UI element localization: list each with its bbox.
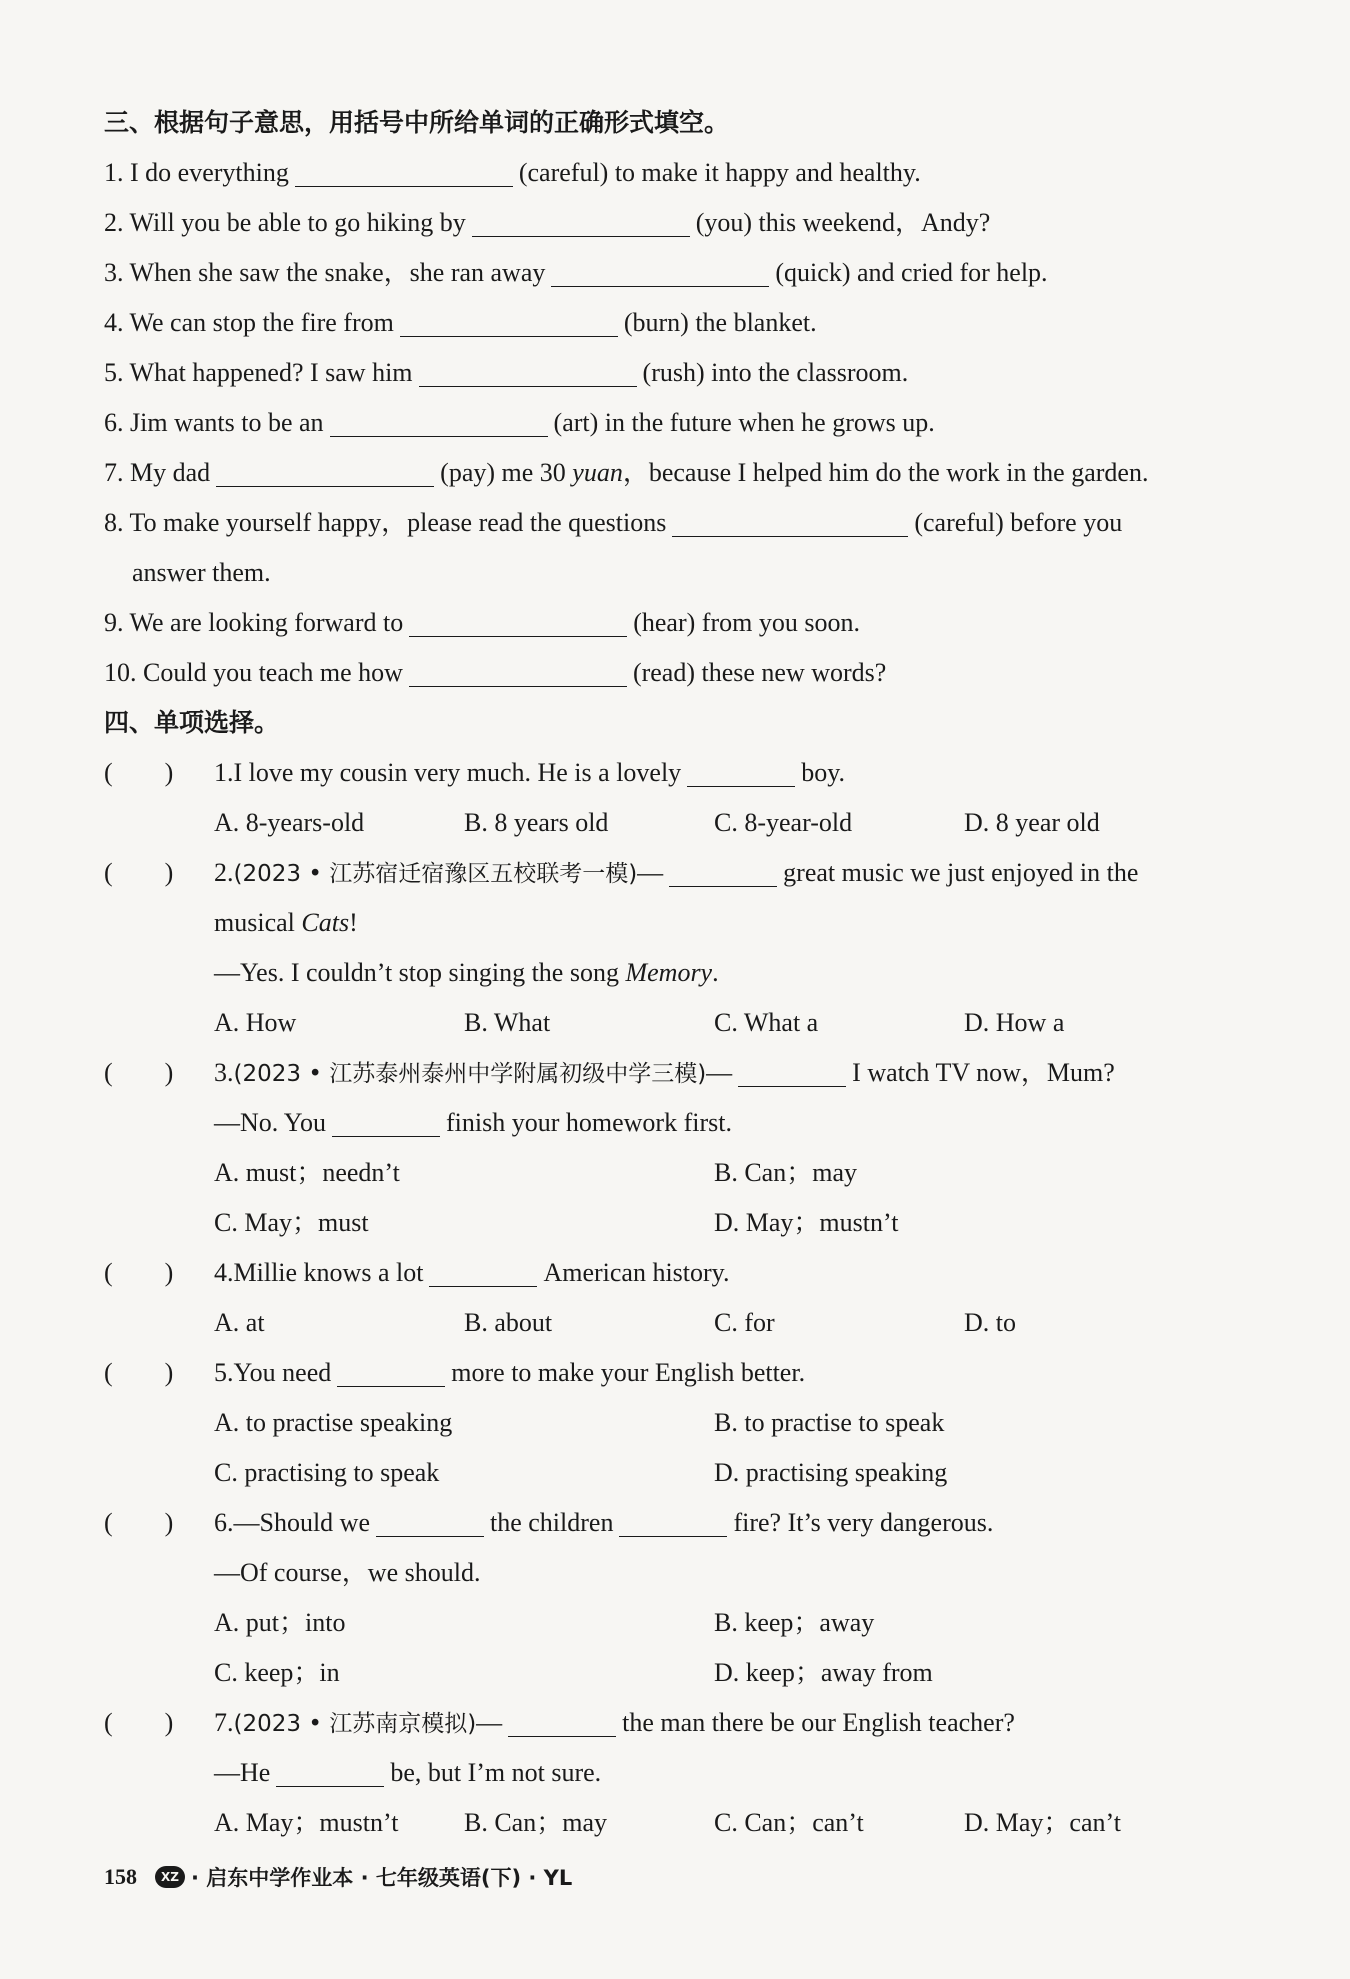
choice-question-5 xyxy=(104,1348,1264,1398)
answer-blank xyxy=(738,1056,846,1087)
option-b: B. Can；may xyxy=(714,1158,857,1187)
section-4-heading: 四、单项选择。 xyxy=(104,708,280,737)
option-c: C. Can；can’t xyxy=(714,1808,864,1837)
option-a: A. 8-years-old xyxy=(214,808,365,837)
option-a: A. May；mustn’t xyxy=(214,1808,399,1837)
answer-blank[interactable] xyxy=(672,506,908,537)
option-d: D. to xyxy=(964,1308,1016,1337)
option-a: A. put；into xyxy=(214,1608,346,1637)
item-hint: (quick) and cried for help. xyxy=(775,258,1048,287)
question-text xyxy=(214,1048,1264,1098)
item-hint: (hear) from you soon. xyxy=(633,608,860,637)
dialogue-dash: — xyxy=(637,858,664,887)
question-text xyxy=(214,848,1264,898)
question-source: (2023 • 江苏泰州泰州中学附属初级中学三模) xyxy=(233,1061,707,1087)
answer-blank xyxy=(376,1506,484,1537)
dialogue-dash: — xyxy=(476,1708,503,1737)
choice-question-1 xyxy=(104,748,1264,798)
item-text: 3. When she saw the snake，she ran away xyxy=(104,258,546,287)
answer-blank xyxy=(276,1756,384,1787)
answer-bracket[interactable]: ( ) xyxy=(104,1508,174,1537)
option-a: A. to practise speaking xyxy=(214,1408,453,1437)
item-text: 8. To make yourself happy，please read the questions xyxy=(104,508,667,537)
question-text xyxy=(214,1348,1264,1398)
option-c: C. for xyxy=(714,1308,775,1337)
option-c: C. May；must xyxy=(214,1208,369,1237)
item-hint: (burn) the blanket. xyxy=(623,308,817,337)
question-stem: —Yes. I couldn’t stop singing the song xyxy=(214,958,626,987)
question-source: (2023 • 江苏宿迁宿豫区五校联考一模) xyxy=(233,861,638,887)
question-number: 2. xyxy=(214,858,234,887)
fill-item-9 xyxy=(104,598,1264,648)
options-q5-row-2 xyxy=(104,1448,1264,1498)
options-q6-row-1 xyxy=(104,1598,1264,1648)
question-stem: —He xyxy=(214,1758,271,1787)
option-d: D. How a xyxy=(964,1008,1065,1037)
option-b: B. keep；away xyxy=(714,1608,875,1637)
answer-bracket[interactable]: ( ) xyxy=(104,758,174,787)
fill-item-6 xyxy=(104,398,1264,448)
question-source: (2023 • 江苏南京模拟) xyxy=(233,1711,477,1737)
fill-item-3 xyxy=(104,248,1264,298)
question-number: 7. xyxy=(214,1708,234,1737)
item-text: 10. Could you teach me how xyxy=(104,658,403,687)
question-number: 5. xyxy=(214,1358,234,1387)
answer-blank xyxy=(669,856,777,887)
option-a: A. at xyxy=(214,1308,265,1337)
question-stem: I watch TV now，Mum? xyxy=(852,1058,1115,1087)
item-text: 9. We are looking forward to xyxy=(104,608,404,637)
question-stem: boy. xyxy=(801,758,845,787)
question-stem: You need xyxy=(233,1358,332,1387)
answer-blank[interactable] xyxy=(551,256,769,287)
question-text xyxy=(214,1698,1264,1748)
question-stem: . xyxy=(712,958,719,987)
question-text xyxy=(214,1498,1264,1548)
option-a: A. must；needn’t xyxy=(214,1158,400,1187)
question-number: 4. xyxy=(214,1258,234,1287)
question-stem: —No. You xyxy=(214,1108,326,1137)
answer-blank xyxy=(619,1506,727,1537)
question-number: 6. xyxy=(214,1508,234,1537)
option-b: B. Can；may xyxy=(464,1808,607,1837)
musical-title: Cats xyxy=(301,908,350,937)
answer-blank xyxy=(429,1256,537,1287)
section-3-heading: 三、根据句子意思，用括号中所给单词的正确形式填空。 xyxy=(104,108,730,137)
options-q6-row-2 xyxy=(104,1648,1264,1698)
options-q1 xyxy=(104,798,1264,848)
page-content xyxy=(104,98,1264,1848)
question-stem: Millie knows a lot xyxy=(233,1258,424,1287)
book-title: · 启东中学作业本 · 七年级英语(下) · YL xyxy=(191,1866,573,1890)
item-hint-italic: yuan xyxy=(572,458,623,487)
item-text: 1. I do everything xyxy=(104,158,289,187)
item-text: 4. We can stop the fire from xyxy=(104,308,394,337)
item-text: 5. What happened? I saw him xyxy=(104,358,413,387)
question-stem: —Should we xyxy=(233,1508,370,1537)
choice-question-6 xyxy=(104,1498,1264,1548)
dialogue-dash: — xyxy=(706,1058,733,1087)
answer-blank xyxy=(337,1356,445,1387)
item-text: 7. My dad xyxy=(104,458,211,487)
question-stem: the children xyxy=(490,1508,614,1537)
answer-blank xyxy=(508,1706,616,1737)
question-6-line-2: —Of course，we should. xyxy=(214,1558,481,1587)
item-hint: ，because I helped him do the work in the garden. xyxy=(622,458,1149,487)
option-c: C. keep；in xyxy=(214,1658,340,1687)
answer-bracket[interactable]: ( ) xyxy=(104,1058,174,1087)
options-q4 xyxy=(104,1298,1264,1348)
question-stem: musical xyxy=(214,908,302,937)
fill-item-4 xyxy=(104,298,1264,348)
answer-bracket[interactable]: ( ) xyxy=(104,1358,174,1387)
option-b: B. What xyxy=(464,1008,551,1037)
item-hint: (you) this weekend，Andy? xyxy=(695,208,991,237)
answer-blank[interactable] xyxy=(400,306,618,337)
answer-blank[interactable] xyxy=(295,156,513,187)
option-a: A. How xyxy=(214,1008,297,1037)
question-2-line-3 xyxy=(104,948,1264,998)
answer-bracket[interactable]: ( ) xyxy=(104,1258,174,1287)
answer-bracket[interactable]: ( ) xyxy=(104,1708,174,1737)
question-stem: ! xyxy=(349,908,358,937)
question-3-line-2 xyxy=(104,1098,1264,1148)
option-b: B. about xyxy=(464,1308,553,1337)
page-number: 158 xyxy=(104,1864,137,1889)
answer-bracket[interactable]: ( ) xyxy=(104,858,174,887)
option-b: B. 8 years old xyxy=(464,808,609,837)
answer-blank[interactable] xyxy=(409,656,627,687)
options-q7 xyxy=(104,1798,1264,1848)
question-stem: I love my cousin very much. He is a lovely xyxy=(233,758,682,787)
question-2-line-2 xyxy=(104,898,1264,948)
fill-item-7 xyxy=(104,448,1264,498)
option-d: D. keep；away from xyxy=(714,1658,933,1687)
question-text xyxy=(214,1248,1264,1298)
option-c: C. 8-year-old xyxy=(714,808,853,837)
option-d: D. May；mustn’t xyxy=(714,1208,899,1237)
question-7-line-2 xyxy=(104,1748,1264,1798)
options-q3-row-2 xyxy=(104,1198,1264,1248)
answer-blank xyxy=(332,1106,440,1137)
question-stem: more to make your English better. xyxy=(451,1358,806,1387)
fill-item-5 xyxy=(104,348,1264,398)
item-text: 2. Will you be able to go hiking by xyxy=(104,208,466,237)
publisher-logo-icon: XZ xyxy=(155,1866,185,1888)
answer-blank xyxy=(687,756,795,787)
options-q2 xyxy=(104,998,1264,1048)
answer-blank[interactable] xyxy=(330,406,548,437)
option-c: C. What a xyxy=(714,1008,819,1037)
item-hint: (careful) to make it happy and healthy. xyxy=(518,158,921,187)
item-hint: (rush) into the classroom. xyxy=(642,358,909,387)
item-text: 6. Jim wants to be an xyxy=(104,408,324,437)
question-stem: be, but I’m not sure. xyxy=(390,1758,602,1787)
options-q3-row-1 xyxy=(104,1148,1264,1198)
choice-question-3 xyxy=(104,1048,1264,1098)
question-stem: fire? It’s very dangerous. xyxy=(733,1508,994,1537)
question-stem: finish your homework first. xyxy=(446,1108,732,1137)
choice-question-4 xyxy=(104,1248,1264,1298)
question-number: 1. xyxy=(214,758,234,787)
page-footer xyxy=(104,1862,572,1892)
option-d: D. practising speaking xyxy=(714,1458,948,1487)
item-hint: (read) these new words? xyxy=(632,658,887,687)
answer-blank[interactable] xyxy=(409,606,627,637)
question-number: 3. xyxy=(214,1058,234,1087)
fill-item-8 xyxy=(104,498,1264,548)
fill-item-10 xyxy=(104,648,1264,698)
choice-question-2 xyxy=(104,848,1264,898)
option-b: B. to practise to speak xyxy=(714,1408,945,1437)
option-d: D. 8 year old xyxy=(964,808,1100,837)
answer-blank[interactable] xyxy=(216,456,434,487)
option-d: D. May；can’t xyxy=(964,1808,1121,1837)
item-hint: (careful) before you xyxy=(914,508,1123,537)
option-c: C. practising to speak xyxy=(214,1458,440,1487)
choice-question-7 xyxy=(104,1698,1264,1748)
item-hint: (pay) me 30 xyxy=(440,458,573,487)
fill-item-1 xyxy=(104,148,1264,198)
answer-blank[interactable] xyxy=(472,206,690,237)
item-hint: (art) in the future when he grows up. xyxy=(553,408,935,437)
fill-item-2 xyxy=(104,198,1264,248)
question-text xyxy=(214,748,1264,798)
question-stem: American history. xyxy=(543,1258,730,1287)
answer-blank[interactable] xyxy=(419,356,637,387)
question-stem: great music we just enjoyed in the xyxy=(783,858,1139,887)
question-stem: the man there be our English teacher? xyxy=(622,1708,1015,1737)
options-q5-row-1 xyxy=(104,1398,1264,1448)
fill-item-8-continued: answer them. xyxy=(132,558,271,587)
song-title: Memory xyxy=(625,958,713,987)
